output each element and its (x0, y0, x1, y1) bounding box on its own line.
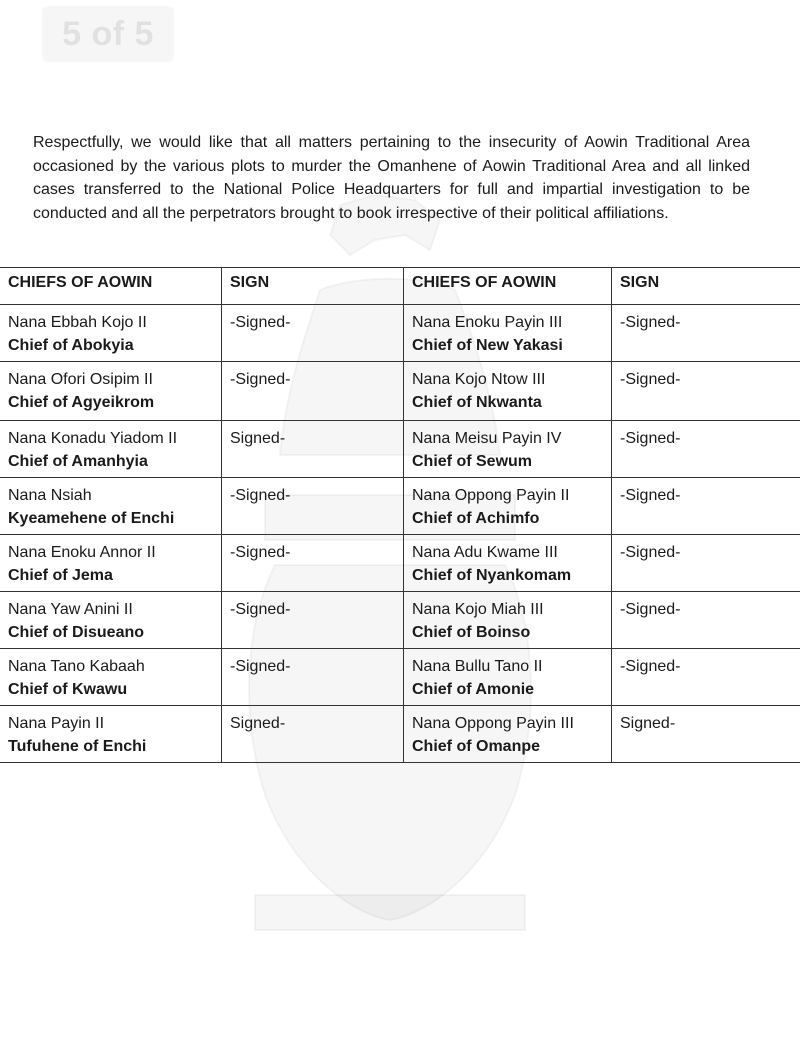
header-sign-left: SIGN (222, 268, 404, 305)
sign-cell: -Signed- (222, 478, 404, 535)
chief-name: Nana Konadu Yiadom II (8, 430, 178, 447)
sign-cell: -Signed- (222, 649, 404, 706)
header-sign-right: SIGN (612, 268, 800, 305)
sign-cell: -Signed- (222, 592, 404, 649)
sign-cell: -Signed- (612, 362, 800, 421)
body-paragraph: Respectfully, we would like that all matters pertaining to the insecurity of Aowin Traditional Area occasioned by the various plots to murder the Omanhene of Aowin Traditional Area and all linked cases transferred to the National Police Headquarters for full and impartial investigation to be conducted and all the perpetrators brought to book irrespective of their political affiliations. (33, 134, 750, 222)
chief-cell (404, 706, 612, 763)
chief-cell (404, 592, 612, 649)
sign-cell: -Signed- (612, 592, 800, 649)
chief-cell (0, 421, 222, 478)
chief-title: Chief of Disueano (8, 624, 145, 641)
chief-cell (404, 362, 612, 421)
chief-cell (0, 592, 222, 649)
sign-cell: -Signed- (222, 535, 404, 592)
chief-name: Nana Enoku Annor II (8, 544, 156, 561)
sign-cell: -Signed- (222, 305, 404, 362)
chief-name: Nana Oppong Payin II (412, 487, 570, 504)
chief-title: Chief of Jema (8, 567, 113, 584)
chief-cell (404, 649, 612, 706)
chief-name: Nana Yaw Anini II (8, 601, 133, 618)
chief-title: Chief of Kwawu (8, 681, 128, 698)
chief-cell (0, 305, 222, 362)
chief-title: Chief of Sewum (412, 453, 533, 470)
chief-title: Chief of Amonie (412, 681, 535, 698)
chief-name: Nana Kojo Ntow III (412, 371, 546, 388)
chief-title: Chief of Omanpe (412, 738, 541, 755)
header-chiefs-right: CHIEFS OF AOWIN (404, 268, 612, 305)
chief-cell (404, 305, 612, 362)
table-row (0, 362, 800, 421)
chiefs-signature-table (0, 267, 800, 763)
table-row (0, 649, 800, 706)
chief-title: Chief of Boinso (412, 624, 531, 641)
chief-name: Nana Ebbah Kojo II (8, 314, 147, 331)
table-row (0, 305, 800, 362)
table-header-row (0, 268, 800, 305)
sign-cell: -Signed- (612, 478, 800, 535)
sign-cell: Signed- (612, 706, 800, 763)
chief-name: Nana Nsiah (8, 487, 92, 504)
sign-cell: -Signed- (612, 421, 800, 478)
chief-title: Chief of New Yakasi (412, 337, 563, 354)
chief-name: Nana Enoku Payin III (412, 314, 563, 331)
header-chiefs-left: CHIEFS OF AOWIN (0, 268, 222, 305)
page-counter-text: 5 of 5 (62, 14, 154, 53)
chief-cell (0, 649, 222, 706)
table-row (0, 421, 800, 478)
chief-cell (0, 535, 222, 592)
chief-title: Kyeamehene of Enchi (8, 510, 175, 527)
sign-cell: -Signed- (222, 362, 404, 421)
page-counter (42, 6, 174, 62)
chief-cell (404, 478, 612, 535)
chief-cell (0, 706, 222, 763)
table-row (0, 592, 800, 649)
chief-cell (0, 362, 222, 421)
table-row (0, 706, 800, 763)
chief-name: Nana Payin II (8, 715, 105, 732)
chief-name: Nana Bullu Tano II (412, 658, 543, 675)
chief-title: Chief of Nyankomam (412, 567, 572, 584)
chief-title: Tufuhene of Enchi (8, 738, 147, 755)
chief-name: Nana Ofori Osipim II (8, 371, 153, 388)
chief-name: Nana Kojo Miah III (412, 601, 544, 618)
chief-title: Chief of Agyeikrom (8, 394, 155, 411)
chief-name: Nana Tano Kabaah (8, 658, 145, 675)
sign-cell: -Signed- (612, 649, 800, 706)
sign-cell: -Signed- (612, 305, 800, 362)
chief-title: Chief of Nkwanta (412, 394, 542, 411)
chief-name: Nana Meisu Payin IV (412, 430, 562, 447)
sign-cell: Signed- (222, 706, 404, 763)
chief-name: Nana Adu Kwame III (412, 544, 558, 561)
chief-cell (404, 421, 612, 478)
chief-title: Chief of Amanhyia (8, 453, 148, 470)
table-row (0, 478, 800, 535)
sign-cell: Signed- (222, 421, 404, 478)
chief-cell (404, 535, 612, 592)
chief-title: Chief of Achimfo (412, 510, 540, 527)
table-row (0, 535, 800, 592)
chief-name: Nana Oppong Payin III (412, 715, 574, 732)
chief-title: Chief of Abokyia (8, 337, 134, 354)
sign-cell: -Signed- (612, 535, 800, 592)
chief-cell (0, 478, 222, 535)
